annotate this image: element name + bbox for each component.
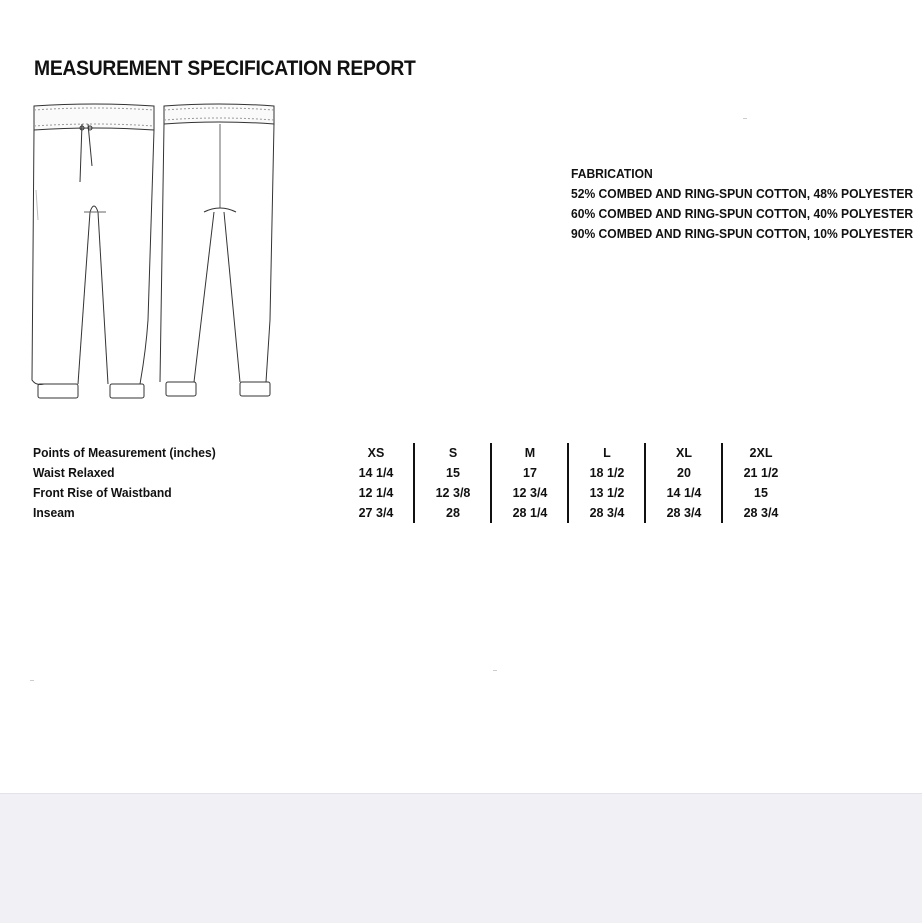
measurement-value: 13 1/2 (589, 486, 625, 500)
size-column-xs (338, 443, 414, 523)
size-column-s (415, 443, 491, 523)
size-header: XS (367, 446, 385, 460)
fabrication-line: 90% COMBED AND RING-SPUN COTTON, 10% POLYESTER (571, 226, 914, 241)
fabrication-line: 60% COMBED AND RING-SPUN COTTON, 40% POLYESTER (571, 206, 914, 221)
measurement-value: 28 3/4 (589, 506, 625, 520)
measurement-header-label: Points of Measurement (inches) (33, 445, 216, 460)
measurement-value: 21 1/2 (743, 466, 779, 480)
size-column-xl (646, 443, 722, 523)
size-column-m (492, 443, 568, 523)
viewer-bottom-area (0, 793, 922, 923)
size-column-l (569, 443, 645, 523)
measurement-point-label: Inseam (33, 505, 75, 520)
size-header: 2XL (749, 446, 773, 460)
measurement-value: 28 1/4 (512, 506, 548, 520)
pants-back-view (160, 104, 274, 396)
scan-speck (493, 670, 497, 671)
fabrication-block (571, 164, 914, 244)
measurement-value: 20 (677, 466, 691, 480)
measurement-value: 28 3/4 (743, 506, 779, 520)
measurement-value: 15 (754, 486, 768, 500)
measurement-point-label: Waist Relaxed (33, 465, 115, 480)
measurement-value: 28 (446, 506, 460, 520)
measurement-point-label: Front Rise of Waistband (33, 485, 172, 500)
points-of-measurement-column (33, 443, 216, 523)
measurement-value: 14 1/4 (358, 466, 394, 480)
measurement-value: 12 3/4 (512, 486, 548, 500)
pants-front-view (32, 104, 154, 398)
measurement-value: 15 (446, 466, 460, 480)
measurement-value: 12 3/8 (435, 486, 471, 500)
size-header: M (524, 446, 536, 460)
size-header: S (448, 446, 458, 460)
scan-speck (30, 680, 34, 681)
size-header: XL (676, 446, 692, 460)
measurement-value: 27 3/4 (358, 506, 394, 520)
measurement-value: 28 3/4 (666, 506, 702, 520)
jogger-pants-flat-sketch (24, 100, 284, 402)
measurement-value: 12 1/4 (358, 486, 394, 500)
fabrication-line: 52% COMBED AND RING-SPUN COTTON, 48% POLYESTER (571, 186, 914, 201)
size-column-2xl (723, 443, 799, 523)
measurement-value: 14 1/4 (666, 486, 702, 500)
size-header: L (603, 446, 611, 460)
report-title: MEASUREMENT SPECIFICATION REPORT (34, 57, 416, 80)
scan-speck (743, 118, 747, 119)
fabrication-heading: FABRICATION (571, 166, 653, 181)
measurement-value: 18 1/2 (589, 466, 625, 480)
measurement-value: 17 (523, 466, 537, 480)
